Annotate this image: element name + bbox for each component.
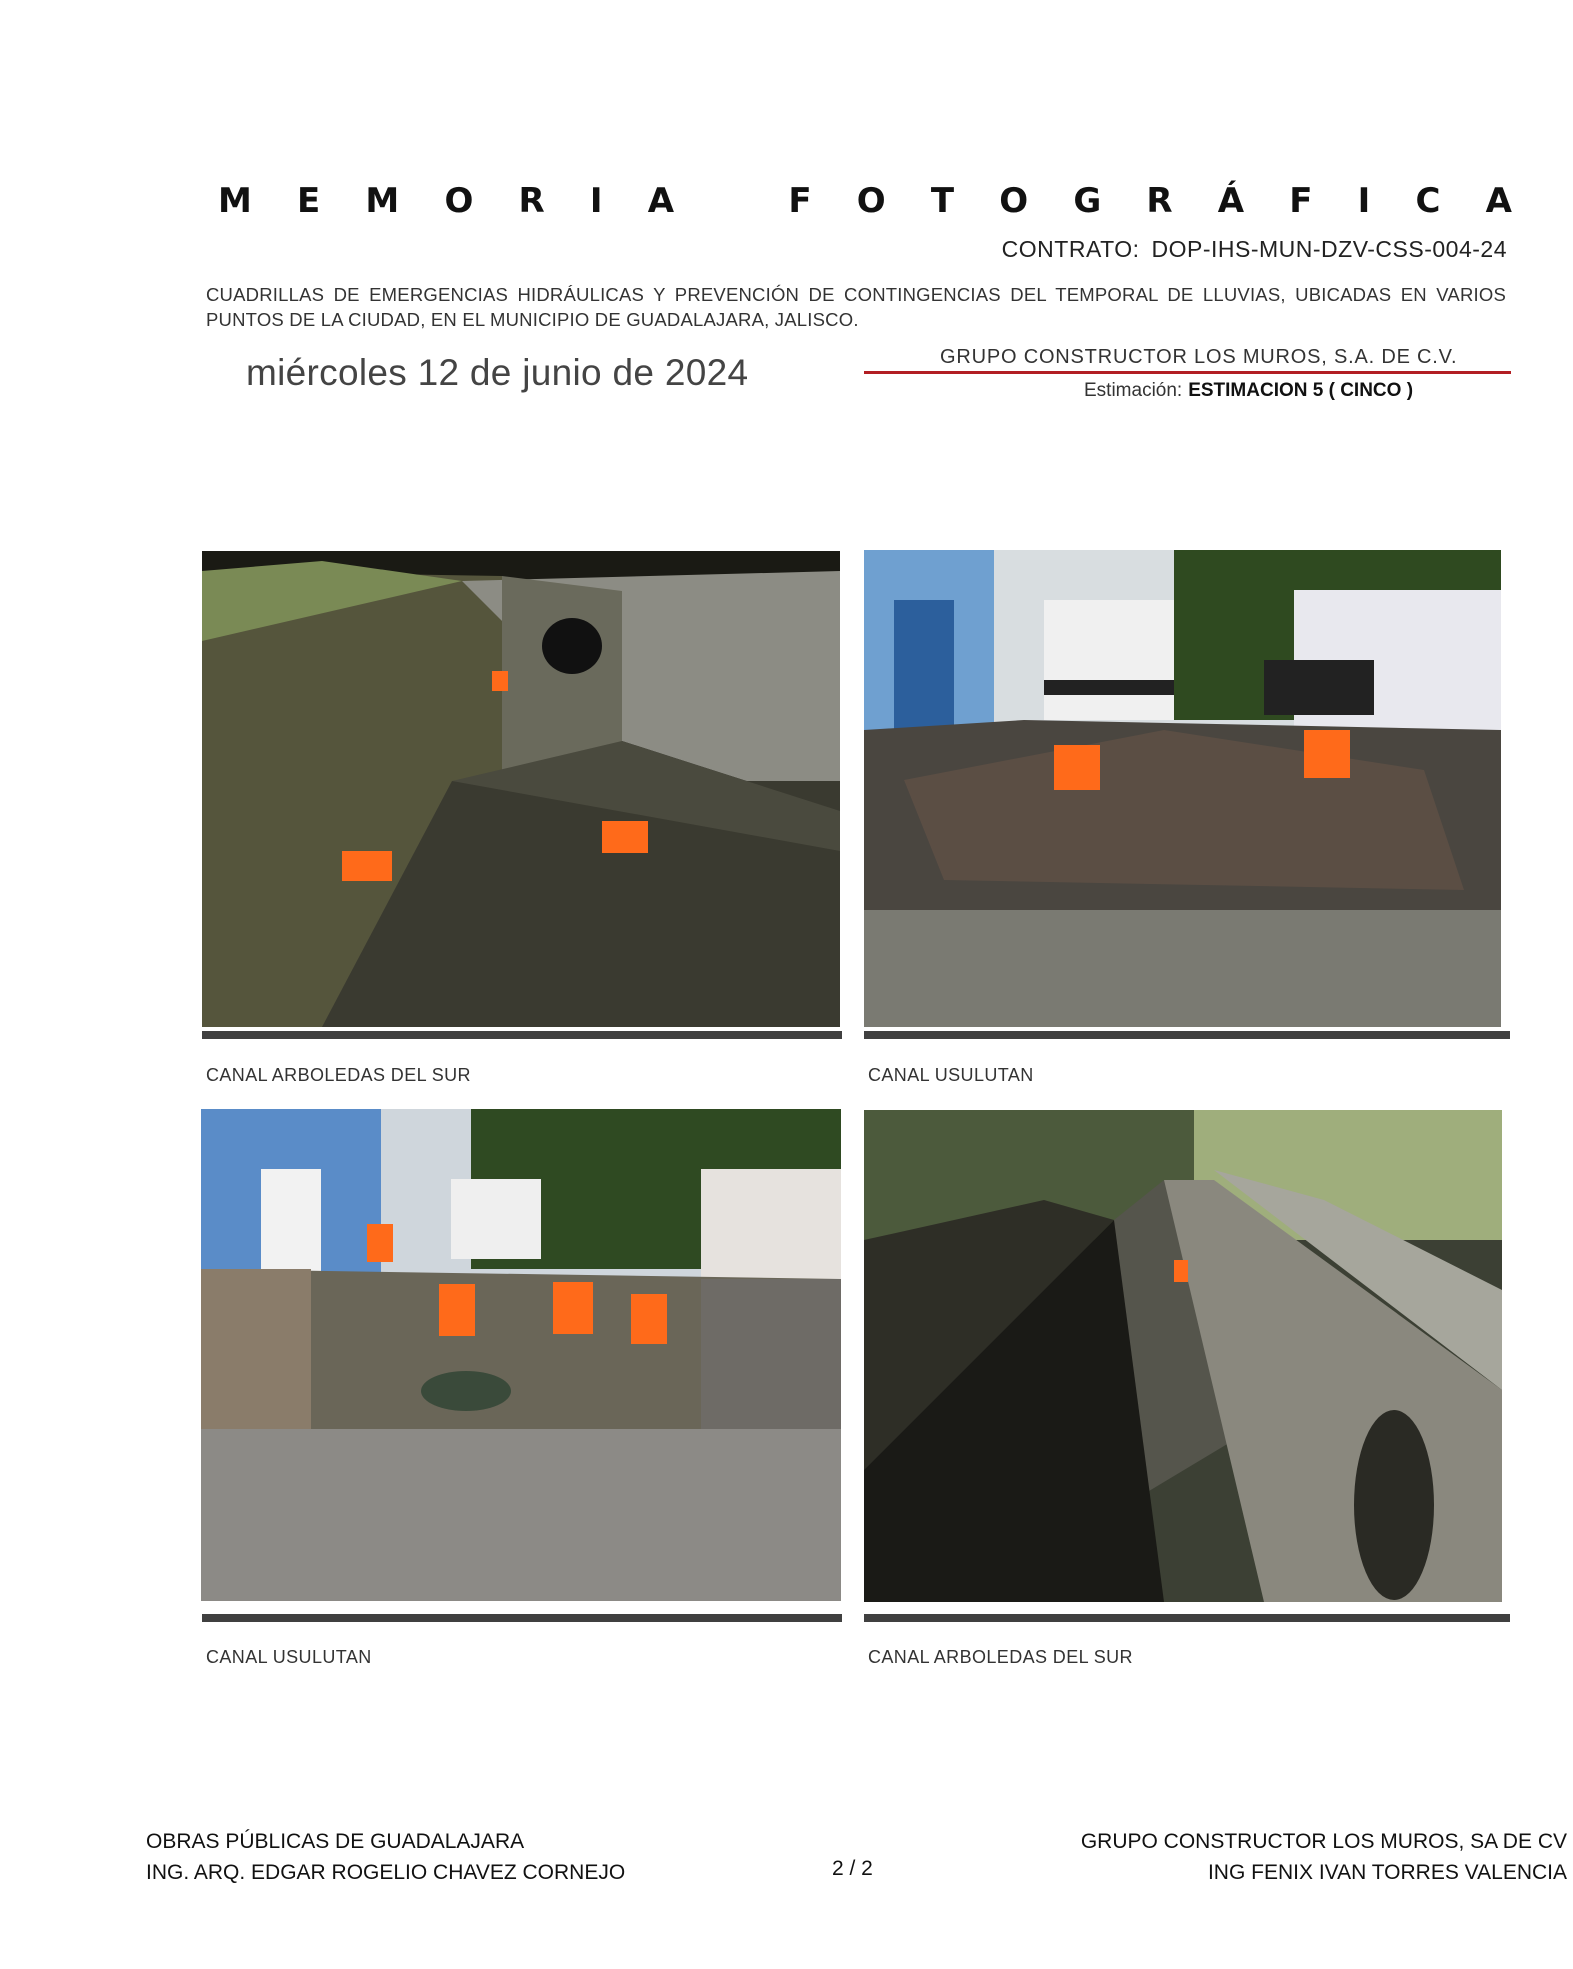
footer-left-signer: ING. ARQ. EDGAR ROGELIO CHAVEZ CORNEJO [146,1861,626,1884]
estimation-value: ESTIMACION 5 ( CINCO ) [1188,380,1414,401]
title-letter: M [365,181,400,221]
title-letter: I [1357,181,1371,221]
footer-right-signer: ING FENIX IVAN TORRES VALENCIA [1207,1861,1567,1884]
page-number: 2 / 2 [832,1857,873,1880]
footer-right [1081,1826,1567,1888]
title-letter: M [218,181,252,221]
photo-workers-wheelbarrow [201,1109,841,1601]
contract-label: CONTRATO: [1001,236,1140,262]
footer-left [146,1826,625,1888]
title-letter: F [1289,181,1313,221]
title-letter: O [999,181,1029,221]
title-letter: R [1146,181,1173,221]
contract-line [1002,236,1507,263]
project-description: CUADRILLAS DE EMERGENCIAS HIDRÁULICAS Y PREVENCIÓN DE CONTINGENCIAS DEL TEMPORAL DE LLUVIAS, UBICADAS EN VARIOS PUNTOS DE LA CIUDAD, EN EL MUNICIPIO DE GUADALAJARA, JALISCO. [206,284,1506,330]
photo-bar [864,1031,1510,1039]
title-letter: O [856,181,886,221]
report-date: miércoles 12 de junio de 2024 [246,352,749,393]
footer-left-org: OBRAS PÚBLICAS DE GUADALAJARA [146,1830,525,1853]
title-letter: G [1073,181,1102,221]
title-letter: E [297,181,321,221]
photo-bar [202,1031,842,1039]
photo-canal-shadow [864,1110,1502,1602]
photo-bar [864,1614,1510,1622]
photo-caption: CANAL USULUTAN [868,1065,1034,1085]
photo-canal-night [202,551,840,1027]
photo-caption: CANAL ARBOLEDAS DEL SUR [206,1065,471,1085]
divider-line [864,371,1511,374]
title-letter: O [444,181,474,221]
title-letter: I [589,181,603,221]
contract-number: DOP-IHS-MUN-DZV-CSS-004-24 [1151,236,1507,262]
title-letter: F [788,181,812,221]
title-letter: R [518,181,545,221]
company-name: GRUPO CONSTRUCTOR LOS MUROS, S.A. DE C.V. [940,346,1458,368]
photo-street-debris [864,550,1501,1027]
page-title [218,176,1512,226]
estimation-label: Estimación: [1084,380,1183,401]
title-letter: Á [1217,181,1245,221]
estimation-line [1084,380,1413,402]
photo-caption: CANAL ARBOLEDAS DEL SUR [868,1647,1133,1667]
title-letter: T [930,181,955,221]
photo-bar [202,1614,842,1622]
photo-caption: CANAL USULUTAN [206,1647,372,1667]
title-letter: C [1415,181,1441,221]
footer-right-org: GRUPO CONSTRUCTOR LOS MUROS, SA DE CV [1080,1830,1567,1853]
title-letter: A [647,181,675,221]
title-letter: A [1485,181,1512,221]
